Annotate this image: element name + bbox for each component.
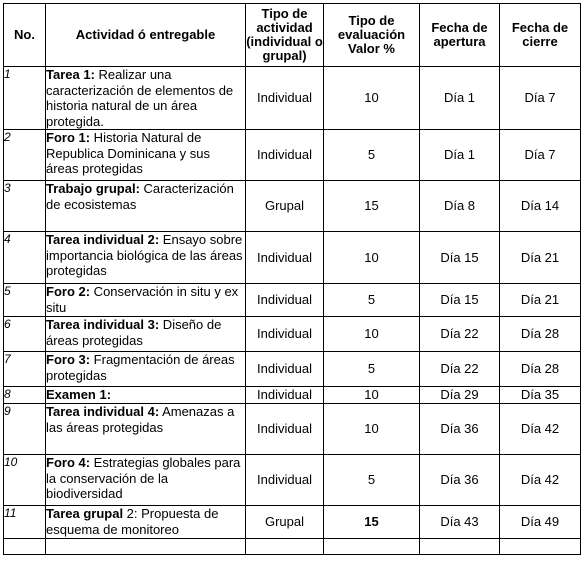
- evaluation-value: 10: [324, 387, 420, 404]
- open-date: Día 22: [420, 317, 500, 352]
- close-date: Día 14: [500, 181, 581, 232]
- table-body: [4, 67, 581, 555]
- row-number: 4: [4, 232, 46, 284]
- activity-description: Ensayo sobre importancia biológica de las áreas protegidas: [46, 232, 243, 278]
- activity-type: Individual: [246, 387, 324, 404]
- evaluation-value: 5: [324, 352, 420, 387]
- activity-type: Grupal: [246, 181, 324, 232]
- activity-cell: [46, 284, 246, 317]
- close-date: Día 7: [500, 130, 581, 181]
- activity-description: Estrategias globales para la conservación de la biodiversidad: [46, 455, 241, 501]
- activity-description: Diseño de áreas protegidas: [46, 317, 222, 348]
- activity-cell: [46, 506, 246, 539]
- table-row: [4, 317, 581, 352]
- activity-cell: [46, 130, 246, 181]
- table-row: [4, 404, 581, 455]
- open-date: Día 15: [420, 232, 500, 284]
- close-date: Día 21: [500, 284, 581, 317]
- evaluation-value: 15: [324, 506, 420, 539]
- table-row: [4, 284, 581, 317]
- row-number: 8: [4, 387, 46, 404]
- empty-cell: [420, 539, 500, 555]
- activity-cell: [46, 317, 246, 352]
- empty-cell: [46, 539, 246, 555]
- close-date: Día 7: [500, 67, 581, 130]
- activity-type: Individual: [246, 130, 324, 181]
- header-no: No.: [4, 4, 46, 67]
- evaluation-value: 5: [324, 130, 420, 181]
- close-date: Día 42: [500, 404, 581, 455]
- evaluation-value: 10: [324, 232, 420, 284]
- activity-cell: [46, 232, 246, 284]
- activity-cell: [46, 181, 246, 232]
- header-valor: Tipo de evaluación Valor %: [324, 4, 420, 67]
- evaluation-value: 10: [324, 317, 420, 352]
- close-date: Día 28: [500, 317, 581, 352]
- row-number: 1: [4, 67, 46, 130]
- activity-title: Foro 3:: [46, 352, 91, 367]
- open-date: Día 36: [420, 404, 500, 455]
- open-date: Día 36: [420, 455, 500, 506]
- activity-cell: [46, 352, 246, 387]
- row-number: 6: [4, 317, 46, 352]
- row-number: 2: [4, 130, 46, 181]
- activity-cell: [46, 67, 246, 130]
- activity-title: Tarea individual 2:: [46, 232, 160, 247]
- evaluation-value: 10: [324, 404, 420, 455]
- table-row: [4, 352, 581, 387]
- close-date: Día 35: [500, 387, 581, 404]
- close-date: Día 28: [500, 352, 581, 387]
- empty-cell: [4, 539, 46, 555]
- table-row: [4, 455, 581, 506]
- evaluation-value: 5: [324, 455, 420, 506]
- activity-title: Foro 4:: [46, 455, 91, 470]
- activity-type: Grupal: [246, 506, 324, 539]
- activities-table: [3, 3, 581, 555]
- open-date: Día 22: [420, 352, 500, 387]
- activity-type: Individual: [246, 352, 324, 387]
- header-apertura: Fecha de apertura: [420, 4, 500, 67]
- header-row: [4, 4, 581, 67]
- activity-type: Individual: [246, 284, 324, 317]
- open-date: Día 15: [420, 284, 500, 317]
- activity-title: Tarea individual 4:: [46, 404, 160, 419]
- activity-description: Realizar una caracterización de elementos de historia natural de un área protegida.: [46, 67, 234, 129]
- activity-cell: [46, 455, 246, 506]
- activity-type: Individual: [246, 67, 324, 130]
- empty-row: [4, 539, 581, 555]
- activity-description: Amenazas a las áreas protegidas: [46, 404, 235, 435]
- evaluation-value: 5: [324, 284, 420, 317]
- activity-cell: [46, 387, 246, 404]
- header-tipo: Tipo de actividad (individual o grupal): [246, 4, 324, 67]
- activity-description: Fragmentación de áreas protegidas: [46, 352, 235, 383]
- table-row: [4, 387, 581, 404]
- activity-title: Foro 1:: [46, 130, 91, 145]
- row-number: 7: [4, 352, 46, 387]
- table-row: [4, 506, 581, 539]
- activity-description: 2: Propuesta de esquema de monitoreo: [46, 506, 219, 537]
- table-row: [4, 181, 581, 232]
- activity-title: Foro 2:: [46, 284, 91, 299]
- empty-cell: [246, 539, 324, 555]
- evaluation-value: 10: [324, 67, 420, 130]
- open-date: Día 29: [420, 387, 500, 404]
- empty-cell: [500, 539, 581, 555]
- header-actividad: Actividad ó entregable: [46, 4, 246, 67]
- empty-cell: [324, 539, 420, 555]
- open-date: Día 1: [420, 67, 500, 130]
- activity-description: Conservación in situ y ex situ: [46, 284, 239, 315]
- activity-title: Trabajo grupal:: [46, 181, 140, 196]
- row-number: 3: [4, 181, 46, 232]
- activity-description: Caracterización de ecosistemas: [46, 181, 234, 212]
- table-row: [4, 67, 581, 130]
- row-number: 11: [4, 506, 46, 539]
- open-date: Día 43: [420, 506, 500, 539]
- activity-title: Tarea grupal: [46, 506, 124, 521]
- close-date: Día 49: [500, 506, 581, 539]
- activity-type: Individual: [246, 317, 324, 352]
- activity-type: Individual: [246, 232, 324, 284]
- activity-description: Historia Natural de Republica Dominicana y sus áreas protegidas: [46, 130, 211, 176]
- row-number: 9: [4, 404, 46, 455]
- close-date: Día 42: [500, 455, 581, 506]
- open-date: Día 8: [420, 181, 500, 232]
- header-cierre: Fecha de cierre: [500, 4, 581, 67]
- activity-title: Examen 1:: [46, 387, 112, 402]
- activity-title: Tarea 1:: [46, 67, 95, 82]
- activity-cell: [46, 404, 246, 455]
- row-number: 5: [4, 284, 46, 317]
- evaluation-value: 15: [324, 181, 420, 232]
- close-date: Día 21: [500, 232, 581, 284]
- activity-type: Individual: [246, 455, 324, 506]
- activity-type: Individual: [246, 404, 324, 455]
- activity-title: Tarea individual 3:: [46, 317, 160, 332]
- table-row: [4, 232, 581, 284]
- open-date: Día 1: [420, 130, 500, 181]
- table-row: [4, 130, 581, 181]
- row-number: 10: [4, 455, 46, 506]
